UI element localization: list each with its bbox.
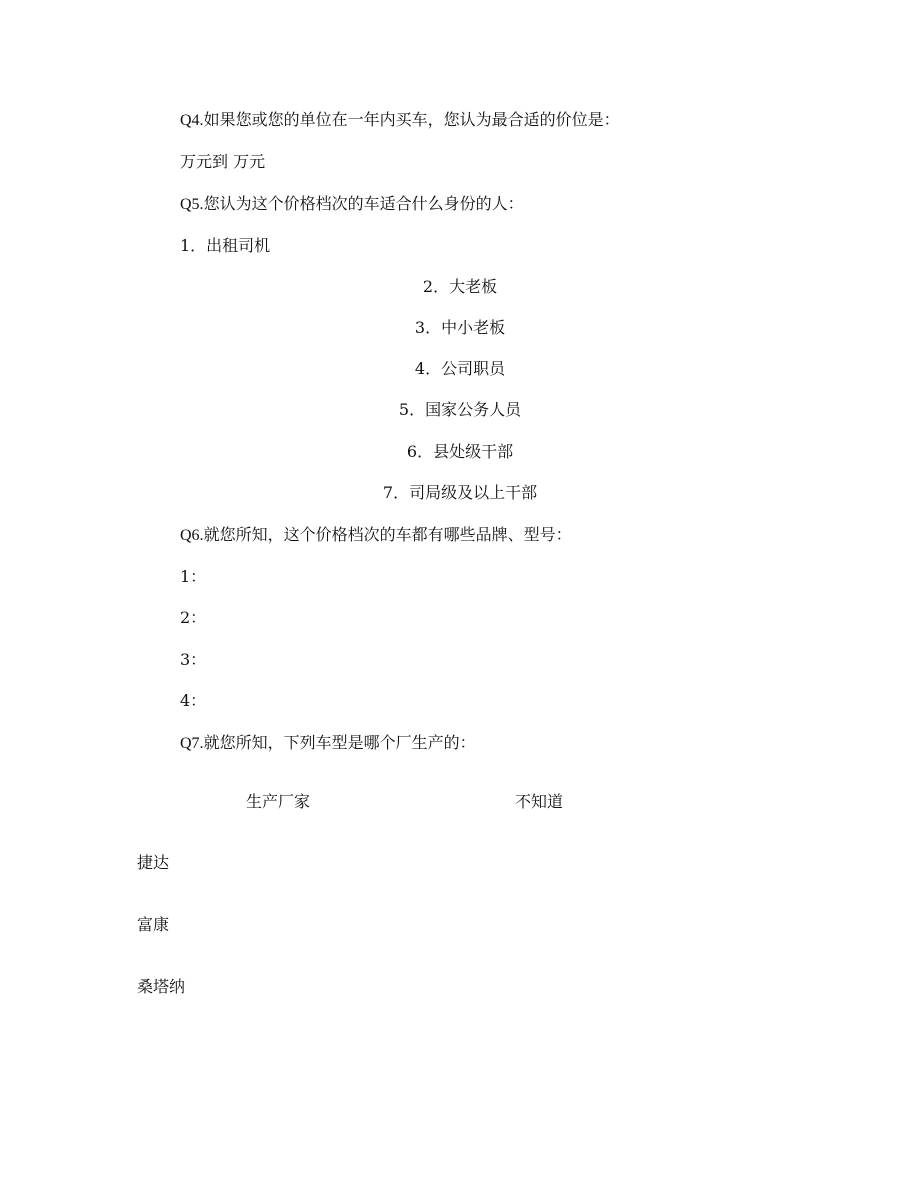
q7-column-header-manufacturer: 生产厂家 [246,792,311,811]
q5-option-7: 7．司局级及以上干部 [382,483,538,502]
q7-text: 就您所知，下列车型是哪个厂生产的： [203,733,476,752]
q5-option-3: 3．中小老板 [414,318,506,337]
q7-question [180,733,476,754]
q6-blank-2: 2： [180,608,207,627]
q6-question [180,525,572,546]
q4-text: 如果您或您的单位在一年内买车，您认为最合适的价位是： [203,110,620,129]
q5-option-2: 2．大老板 [422,277,498,296]
q6-label: Q6. [180,527,204,544]
q7-row-label: 捷达 [137,853,170,872]
q5-option-4: 4．公司职员 [414,359,506,378]
q5-question [180,194,524,215]
q6-blank-3: 3： [180,650,207,669]
q5-text: 您认为这个价格档次的车适合什么身份的人： [203,194,524,213]
q4-label: Q4. [180,112,204,129]
q6-blank-1: 1： [180,567,207,586]
q7-label: Q7. [180,735,204,752]
q6-blank-4: 4： [180,691,207,710]
q5-option-6: 6．县处级干部 [406,442,514,461]
q5-option-5: 5．国家公务人员 [398,400,522,419]
q4-answer-line: 万元到 万元 [180,152,266,171]
q6-text: 就您所知，这个价格档次的车都有哪些品牌、型号： [203,525,572,544]
q4-question [180,110,620,131]
q5-option-1: 1．出租司机 [180,236,271,255]
q5-label: Q5. [180,196,204,213]
q7-row-label: 桑塔纳 [137,977,186,996]
q7-row-label: 富康 [137,915,170,934]
q7-column-header-unknown: 不知道 [515,792,564,811]
